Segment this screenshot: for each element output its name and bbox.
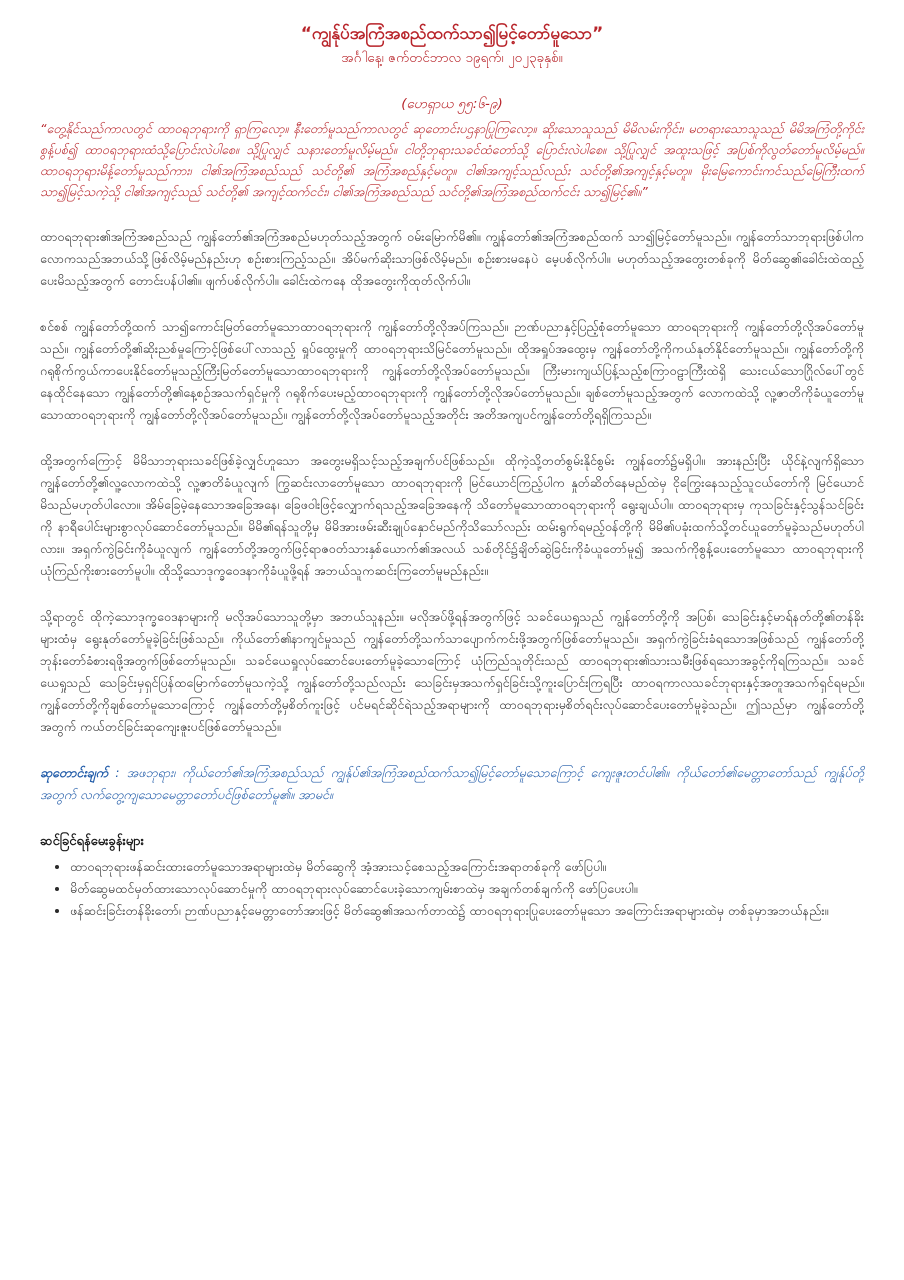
body-paragraph-2: စင်စစ် ကျွန်တော်တို့ထက် သာ၍ကောင်းမြတ်တော်မူသောထာဝရဘုရားကို ကျွန်တော်တို့လိုအပ်ကြသည်။ ဉာဏ်ပညာနှင့်ပြည့်စုံတော်မူသော ထာဝရဘုရားကို ကျွန်တော်တို့လိုအပ်တော်မူသည်။ ကျွန်တော်တို့၏ဆိုးညစ်မှုကြောင့်ဖြစ်ပေါ်လာသည့် ရှုပ်ထွေးမှုကို ထာဝရဘုရားသိမြင်တော်မူသည်။ ထိုအရှုပ်အထွေးမှ ကျွန်တော်တို့ကိုကယ်နုတ်နိုင်တော်မူသည်။ ကျွန်တော်တို့ကို ဂရုစိုက်ကွယ်ကာပေးနိုင်တော်မူသည့်ကြီးမြတ်တော်မူသောထာဝရဘုရားကို ကျွန်တော်တို့လိုအပ်တော်မူသည်။ ကြီးမားကျယ်ပြန့်သည့်စကြာဝဠာကြီးထဲရှိ သေးငယ်သောဂြိုလ်ပေါ်တွင်နေထိုင်နေသော ကျွန်တော်တို့၏နေ့စဉ်အသက်ရှင်မှုကို ဂရုစိုက်ပေးမည့်ထာဝရဘုရားကို ကျွန်တော်တို့လိုအပ်တော်မူသည်။ ချစ်တော်မူသည့်အတွက် လောကထဲသို့ လူ့ဇာတိကိုခံယူတော်မူသောထာဝရဘုရားကို ကျွန်တော်တို့လိုအပ်တော်မူသည်။ ကျွန်တော်တို့လိုအပ်တော်မူသည့်အတိုင်း အတိအကျပင်ကျွန်တော်တို့ရရှိကြသည်။ xyxy=(40,319,864,422)
prayer-block xyxy=(40,762,864,806)
discussion-heading: ဆင်ခြင်ရန်မေးခွန်းများ xyxy=(40,834,144,849)
prayer-label: ဆုတောင်းချက် xyxy=(40,765,109,780)
devotional-title: “ကျွန်ုပ်အကြံအစည်ထက်သာ၍မြင့်တော်မူသော” xyxy=(300,24,604,44)
body-paragraph-4: သို့ရာတွင် ထိုကဲ့သောဒုက္ခဝေဒနာများကို မလိုအပ်သောသူတို့မှာ အဘယ်သူနည်း။ မလိုအပ်ဖို့ရန်အတွက်ဖြင့် သခင်ယေရှုသည် ကျွန်တော်တို့ကို အပြစ်၊ သေခြင်းနှင့်မာရ်နတ်တို့၏တန်ခိုးများထံမှ ရွေးနုတ်တော်မူခဲ့ခြင်းဖြစ်သည်။ ကိုယ်တော်၏နာကျင်မှုသည် ကျွန်တော်တို့သက်သာပျောက်ကင်းဖို့အတွက်ဖြစ်တော်မူသည်။ အရှက်ကွဲခြင်းခံရသောအဖြစ်သည် ကျွန်တော်တို့ဘုန်းတော်ခံစားရဖို့အတွက်ဖြစ်တော်မူသည်။ သခင်ယေရှုလုပ်ဆောင်ပေးတော်မူခဲ့သောကြောင့် ယုံကြည်သူတိုင်းသည် ထာဝရဘုရား၏သားသမီးဖြစ်ရသောအခွင့်ကိုရကြသည်။ သခင်ယေရှုသည် သေခြင်းမှရှင်ပြန်ထမြောက်တော်မူသကဲ့သို့ ကျွန်တော်တို့သည်လည်း သေခြင်းမှအသက်ရှင်ခြင်းသို့ကူးပြောင်းကြရပြီး ထာဝရကာလသခင်ဘုရားနှင့်အတူအသက်ရှင်ရမည်။ ကျွန်တော်တို့ကိုချစ်တော်မူသောကြောင့် ကျွန်တော်တို့မှစိတ်ကူးဖြင့် ပင်မရင်ဆိုင်ရဲသည့်အရာများကို ထာဝရဘုရားမှစိတ်ရင်းလုပ်ဆောင်ပေးတော်မူခဲ့သည်။ ဤသည်မှာ ကျွန်တော်တို့အတွက် ကယ်တင်ခြင်းဆုကျေးဇူးပင်ဖြစ်တော်မူသည်။ xyxy=(40,609,864,734)
body-paragraph-1: ထာဝရဘုရား၏အကြံအစည်သည် ကျွန်တော်၏အကြံအစည်မဟုတ်သည့်အတွက် ဝမ်းမြောက်မိ၏။ ကျွန်တော်၏အကြံအစည်ထက် သာ၍မြင့်တော်မူသည်။ ကျွန်တော်သာဘုရားဖြစ်ပါက လောကသည်အဘယ်သို့ဖြစ်လိမ့်မည်နည်းဟု စဉ်းစားကြည့်သည်။ အိပ်မက်ဆိုးသာဖြစ်လိမ့်မည်။ စဉ်းစားမနေပဲ မေ့ပစ်လိုက်ပါ။ မဟုတ်သည့်အတွေးတစ်ခုကို မိတ်ဆွေ၏ခေါင်းထဲထည့်ပေးမိသည့်အတွက် တောင်းပန်ပါ၏။ ဖျက်ပစ်လိုက်ပါ။ ခေါင်းထဲကနေ ထိုအတွေးကိုထုတ်လိုက်ပါ။ xyxy=(40,229,864,288)
body-paragraph-3: ထို့အတွက်ကြောင့် မိမိသာဘုရားသခင်ဖြစ်ခဲ့လျှင်ဟူသော အတွေးမရှိသင့်သည့်အချက်ပင်ဖြစ်သည်။ ထိုကဲ့သို့တတ်စွမ်းနိုင်စွမ်း ကျွန်တော်၌မရှိပါ။ အားနည်းပြီး ယိုင်နဲ့လျက်ရှိသော ကျွန်တော်တို့၏လူ့လောကထဲသို့ လူ့ဇာတိခံယူလျက် ကြွဆင်းလာတော်မူသော ထာဝရဘုရားကို မြင်ယောင်ကြည့်ပါက နှုတ်ဆိတ်နေမည်ထဲမှ ငိုကြွေးနေသည့်သူငယ်တော်ကို မြင်ယောင်မိသည်မဟုတ်ပါလော။ အိမ်ခြေမဲ့နေသောအခြေအနေ၊ ခြေဖဝါးဖြင့်လျှောက်ရသည့်အခြေအနေကို သိတော်မူသောထာဝရဘုရားကို ရွေးချယ်ပါ။ ထာဝရဘုရားမှ ကုသခြင်းနှင့်သွန်သင်ခြင်းကို နာရီပေါင်းများစွာလုပ်ဆောင်တော်မူသည်။ မိမိ၏ရန်သူတို့မှ မိမိအားဖမ်းဆီးချုပ်နှောင်မည်ကိုသိသော်လည်း ထမ်းရွက်ရမည့်ဝန်တို့ကို မိမိ၏ပခုံးထက်သို့တင်ယူတော်မူခဲ့သည်မဟုတ်ပါလား။ အရှက်ကွဲခြင်းကိုခံယူလျက် ကျွန်တော်တို့အတွက်ဖြင့်ရာဇဝတ်သားနှစ်ယောက်၏အလယ် သစ်တိုင်၌ချိတ်ဆွဲခြင်းကိုခံယူတော်မူ၍ အသက်ကိုစွန့်ပေးတော်မူသော ထာဝရဘုရားကိုယုံကြည်ကိုးစားတော်မူပါ။ ထိုသို့သောဒုက္ခဝေဒနာကိုခံယူဖို့ရန် အဘယ်သူကဆင်းကြတော်မူမည်နည်း။ xyxy=(40,453,864,578)
question-item-1: • ထာဝရဘုရားဖန်ဆင်းထားတော်မူသောအရာများထဲမှ မိတ်ဆွေကို အံ့အားသင့်စေသည့်အကြောင်းအရာတစ်ခုကို ဖော်ပြပါ။ xyxy=(70,856,864,878)
discussion-questions xyxy=(40,856,864,922)
devotional-date: အင်္ဂါနေ့၊ ဇက်တင်ဘာလ ၁၉ရက်၊ ၂၀၂၃ခုနှစ်။ xyxy=(341,50,563,66)
scripture-reference: (ဟေရှာယ ၅၅:၆-၉) xyxy=(401,96,503,112)
scripture-text: “တွေ့နိုင်သည်ကာလတွင် ထာဝရဘုရားကို ရှာကြလော့။ နီးတော်မူသည်ကာလတွင် ဆုတောင်းပဌနာပြုကြလော့။ ဆိုးသောသူသည် မိမိလမ်းကိုင်း၊ မတရားသောသူသည် မိမိအကြံတို့ကိုင်းစွန့်ပစ်၍ ထာဝရဘုရားထံသို့ပြောင်းလဲပါစေ။ သို့ပြုလျှင် သနားတော်မူလိမ့်မည်။ ငါတို့ဘုရားသခင်ထံတော်သို့ ပြောင်းလဲပါစေ။ သို့ပြုလျှင် အထူးသဖြင့် အပြစ်ကိုလွတ်တော်မူလိမ့်မည်။ ထာဝရဘုရားမိန့်တော်မူသည်ကား၊ ငါ၏အကြံအစည်သည် သင်တို့၏ အကြံအစည်နှင့်မတူ။ ငါ၏အကျင့်သည်လည်း သင်တို့၏အကျင့်နှင့်မတူ။ မိုးမြေကောင်းကင်သည်မြေကြီးထက်သာ၍မြင့်သကဲ့သို့ ငါ၏အကျင့်သည် သင်တို့၏ အကျင့်ထက်ငင်း၊ ငါ၏အကြံအစည်သည် သင်တို့၏အကြံအစည်ထက်ငင်း သာ၍မြင့်၏။” xyxy=(40,121,864,199)
question-item-2: • မိတ်ဆွေမထင်မှတ်ထားသောလုပ်ဆောင်မှုကို ထာဝရဘုရားလုပ်ဆောင်ပေးခဲ့သောကျမ်းစာထဲမှ အချက်တစ်ချက်ကို ဖော်ပြပေးပါ။ xyxy=(70,878,864,900)
question-item-3: • ဖန်ဆင်းခြင်းတန်ခိုးတော်၊ ဉာဏ်ပညာနှင့်မေတ္တာတော်အားဖြင့် မိတ်ဆွေ၏အသက်တာထဲ၌ ထာဝရဘုရားပြုပေးတော်မူသော အကြောင်းအရာများထဲမှ တစ်ခုမှာအဘယ်နည်း။ xyxy=(70,900,864,922)
prayer-text: : အဖဘုရား၊ ကိုယ်တော်၏အကြံအစည်သည် ကျွန်ုပ်၏အကြံအစည်ထက်သာ၍မြင့်တော်မူသောကြောင့် ကျေးဇူးတင်ပါ၏။ ကိုယ်တော်၏မေတ္တာတော်သည် ကျွန်ုပ်တို့အတွက် လက်တွေ့ကျသောမေတ္တာတော်ပင်ဖြစ်တော်မူ၏။ အာမင်။ xyxy=(40,765,864,802)
